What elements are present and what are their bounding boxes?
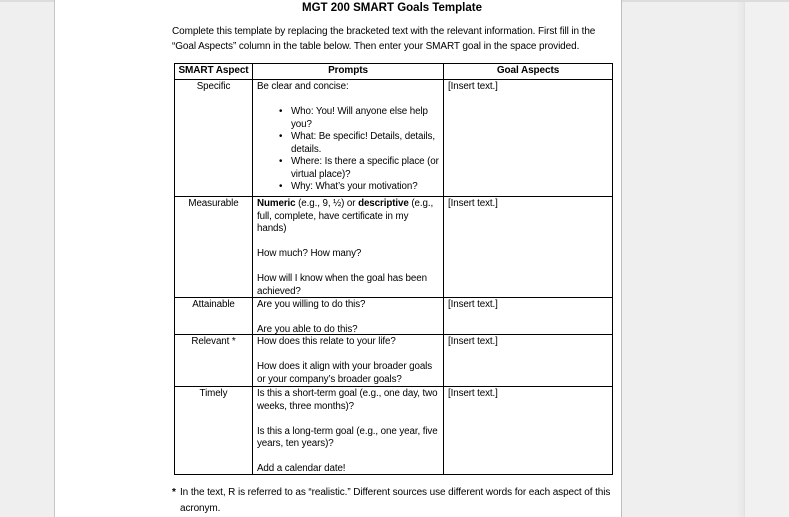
prompt-bullet-item: • Who: You! Will anyone else help you? [291, 106, 439, 131]
footnote [172, 485, 624, 516]
prompt-paragraph: Are you willing to do this? [257, 299, 366, 310]
goal-aspects-cell[interactable] [444, 298, 613, 335]
prompt-bullet-item: • What: Be specific! Details, details, details. [291, 131, 439, 156]
column-header-goal-aspects: Goal Aspects [444, 64, 613, 80]
table-row-timely [175, 387, 613, 475]
table-row-specific [175, 80, 613, 197]
prompt-paragraph: Is this a short-term goal (e.g., one day, two weeks, three months)? [257, 388, 438, 412]
aspect-cell: Attainable [175, 298, 253, 335]
insert-text-placeholder[interactable]: [Insert text.] [448, 299, 498, 310]
insert-text-placeholder[interactable]: [Insert text.] [448, 388, 498, 399]
column-header-prompts: Prompts [253, 64, 444, 80]
prompts-cell [253, 298, 444, 335]
prompt-bullet-list [257, 106, 439, 194]
intro-line-1: Complete this template by replacing the bracketed text with the relevant information. First fill in the [172, 26, 596, 37]
prompts-cell [253, 197, 444, 298]
footnote-line-2: acronym. [180, 502, 221, 514]
insert-text-placeholder[interactable]: [Insert text.] [448, 81, 498, 92]
goal-aspects-cell[interactable] [444, 387, 613, 475]
footnote-line-1: In the text, R is referred to as “realistic.” Different sources use different words for each aspect of this [180, 487, 611, 498]
blank-line [257, 236, 439, 249]
prompt-paragraph: How much? How many? [257, 248, 362, 259]
prompts-cell [253, 387, 444, 475]
table-header-row [175, 64, 613, 80]
blank-line [257, 349, 439, 362]
goal-aspects-cell[interactable] [444, 80, 613, 197]
blank-line [257, 94, 439, 107]
prompt-paragraph: How does it align with your broader goals or your company’s broader goals? [257, 361, 433, 385]
prompt-paragraph: Numeric (e.g., 9, ½) or descriptive (e.g., full, complete, have certificate in my hands) [257, 198, 434, 234]
goal-aspects-cell[interactable] [444, 335, 613, 387]
aspect-cell: Specific [175, 80, 253, 197]
aspect-cell: Measurable [175, 197, 253, 298]
table-row-attainable [175, 298, 613, 335]
prompt-bullet-item: • Why: What’s your motivation? [291, 181, 439, 194]
footnote-text [180, 485, 624, 516]
prompt-paragraph: Be clear and concise: [257, 81, 349, 92]
prompt-paragraph: How will I know when the goal has been achieved? [257, 273, 427, 297]
prompts-cell [253, 335, 444, 387]
footnote-marker: * [172, 487, 176, 498]
page-title: MGT 200 SMART Goals Template [302, 2, 482, 14]
prompt-paragraph: Is this a long-term goal (e.g., one year, five years, ten years)? [257, 425, 438, 449]
prompt-bullet-item: • Where: Is there a specific place (or virtual place)? [291, 156, 439, 181]
prompts-cell [253, 80, 444, 197]
document-page [54, 0, 622, 517]
goal-aspects-cell[interactable] [444, 197, 613, 298]
prompt-paragraph: Add a calendar date! [257, 463, 346, 473]
prompt-paragraph: Are you able to do this? [257, 324, 358, 334]
blank-line [257, 451, 439, 464]
smart-goals-table [174, 63, 613, 475]
aspect-cell: Relevant * [175, 335, 253, 387]
intro-paragraph [172, 24, 620, 54]
prompt-paragraph: How does this relate to your life? [257, 336, 396, 347]
table-row-relevant [175, 335, 613, 387]
table-row-measurable [175, 197, 613, 298]
column-header-smart-aspect: SMART Aspect [175, 64, 253, 80]
aspect-cell: Timely [175, 387, 253, 475]
scrollbar-track[interactable] [744, 2, 789, 517]
blank-line [257, 261, 439, 274]
intro-line-2: “Goal Aspects” column in the table below. Then enter your SMART goal in the space provided. [172, 41, 580, 52]
blank-line [257, 413, 439, 426]
blank-line [257, 312, 439, 325]
insert-text-placeholder[interactable]: [Insert text.] [448, 336, 498, 347]
insert-text-placeholder[interactable]: [Insert text.] [448, 198, 498, 209]
